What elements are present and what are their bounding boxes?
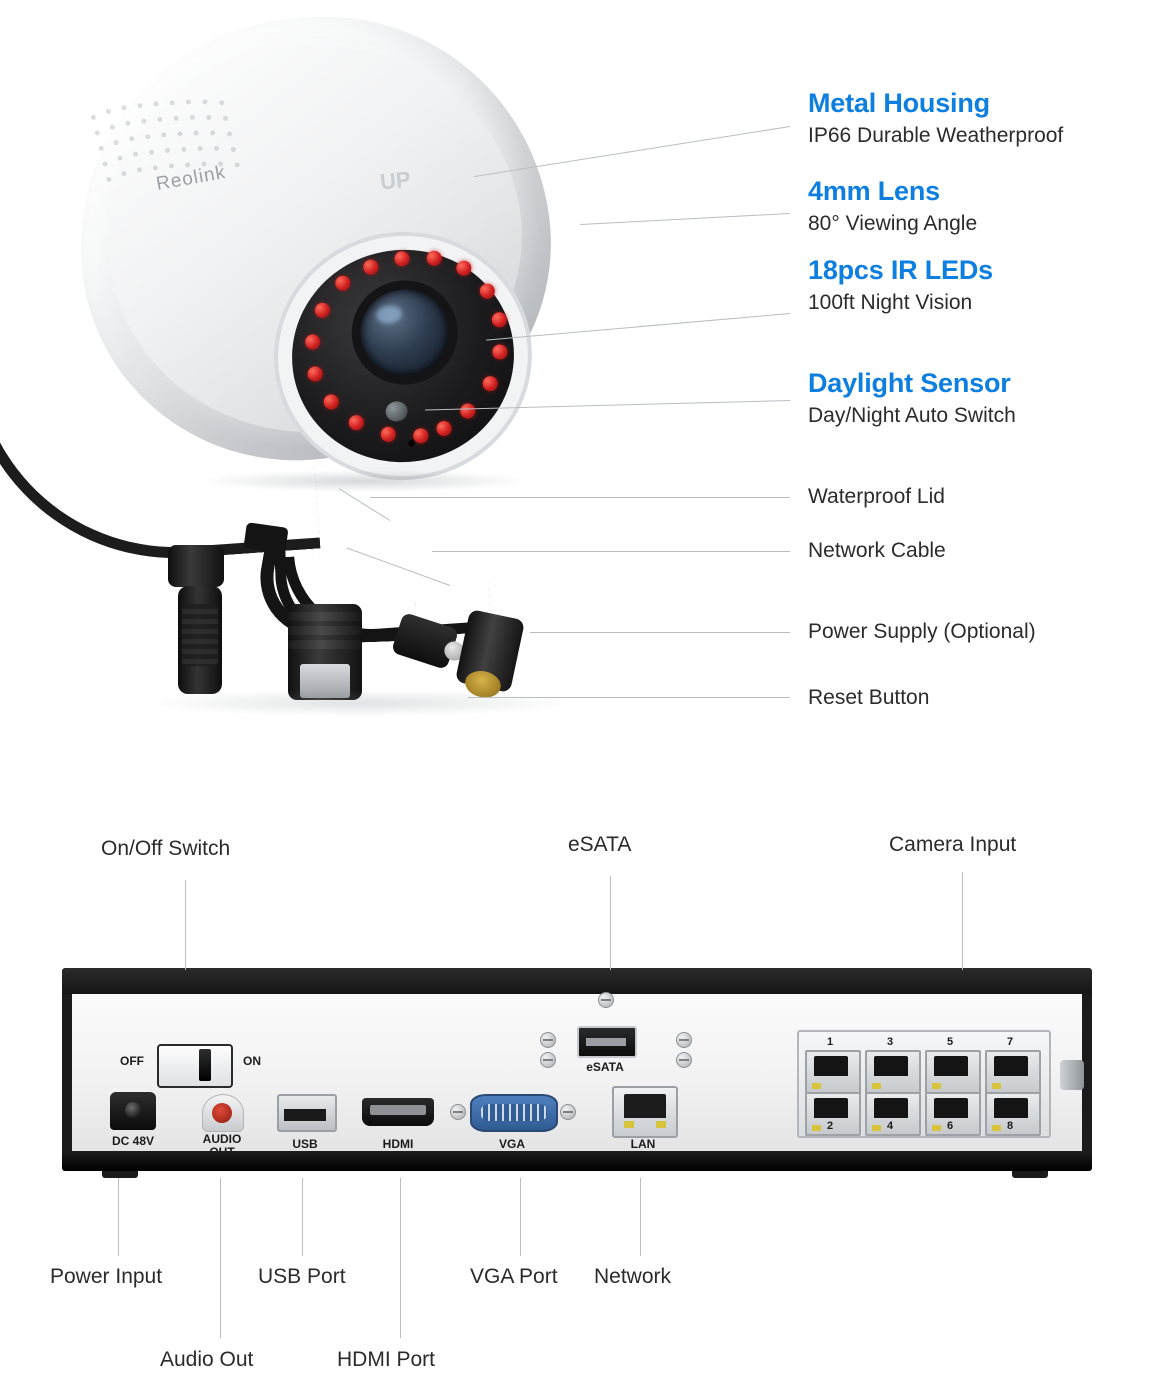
dc-power-input-port <box>110 1092 156 1130</box>
ground-thumbscrew <box>1060 1060 1084 1090</box>
callout-power-input: Power Input <box>50 1265 163 1288</box>
leader-line <box>185 880 186 970</box>
nvr-foot <box>1012 1171 1048 1178</box>
callout-4mm-lens <box>808 176 977 236</box>
callout-subtitle: IP66 Durable Weatherproof <box>808 124 1064 147</box>
up-orientation-mark: UP <box>378 166 412 195</box>
ir-led <box>380 426 397 443</box>
network-cable-connector <box>288 604 362 700</box>
lens-icon <box>355 284 454 381</box>
camera-port-number: 5 <box>947 1036 954 1048</box>
callout-title: Daylight Sensor <box>808 368 1011 398</box>
callout-hdmi-port: HDMI Port <box>337 1348 436 1371</box>
power-switch[interactable] <box>157 1044 233 1088</box>
screw-icon <box>540 1032 556 1048</box>
leader-line <box>220 1178 221 1338</box>
hdmi-label: HDMI <box>382 1137 414 1151</box>
leader-line <box>468 697 790 698</box>
esata-port <box>577 1026 637 1058</box>
ir-led <box>334 275 351 292</box>
leader-line <box>640 1178 641 1256</box>
callout-subtitle: 80° Viewing Angle <box>808 212 978 235</box>
screw-icon <box>560 1104 576 1120</box>
lan-label: LAN <box>630 1137 656 1151</box>
camera-port-number: 6 <box>947 1120 954 1132</box>
callout-title: 18pcs IR LEDs <box>808 255 993 285</box>
waterproof-lid-body <box>178 586 222 694</box>
leader-line <box>610 876 611 970</box>
callout-subtitle: 100ft Night Vision <box>808 291 973 314</box>
callout-title: 4mm Lens <box>808 176 940 206</box>
ir-led <box>459 403 476 420</box>
callout-usb-port: USB Port <box>258 1265 346 1288</box>
ir-led <box>436 420 453 437</box>
leader-line <box>962 872 963 970</box>
ir-led <box>393 250 410 267</box>
camera-port-number: 4 <box>887 1120 894 1132</box>
lens-glint <box>375 304 403 325</box>
nvr-foot <box>102 1171 138 1178</box>
camera-port-number: 8 <box>1007 1120 1014 1132</box>
audio-out-label-1: AUDIO <box>202 1132 242 1146</box>
camera-port-5 <box>925 1050 981 1094</box>
brand-logo: Reolink <box>154 162 228 195</box>
audio-out-port <box>202 1094 244 1132</box>
camera-shadow <box>200 470 530 492</box>
ir-led <box>491 344 508 361</box>
callout-esata: eSATA <box>568 833 632 856</box>
connectors-shadow <box>150 690 570 716</box>
microphone-hole-icon <box>408 439 416 447</box>
callout-subtitle: Day/Night Auto Switch <box>808 404 1016 427</box>
camera-port-number: 7 <box>1007 1036 1014 1048</box>
callout-audio-out: Audio Out <box>160 1348 254 1371</box>
ir-led <box>304 333 321 350</box>
nvr-illustration <box>62 968 1092 1178</box>
callout-title: Metal Housing <box>808 88 990 118</box>
leader-line <box>370 497 790 498</box>
callout-camera-input: Camera Input <box>889 833 1017 856</box>
ir-led <box>482 375 499 392</box>
screw-icon <box>540 1052 556 1068</box>
callout-network: Network <box>594 1265 672 1288</box>
nvr-rear-panel <box>62 994 1092 1151</box>
ir-led <box>314 302 331 319</box>
callout-metal-housing <box>808 88 1063 148</box>
callout-on-off-switch: On/Off Switch <box>101 837 231 860</box>
leader-line <box>118 1178 119 1256</box>
callout-ir-leds <box>808 255 993 315</box>
waterproof-lid-cap <box>168 545 224 587</box>
dc-label: DC 48V <box>111 1134 155 1148</box>
daylight-sensor-icon <box>384 400 409 423</box>
case-screw-icon <box>598 992 614 1008</box>
switch-on-label: ON <box>243 1054 261 1068</box>
ir-led <box>323 393 340 410</box>
leader-line <box>400 1178 401 1338</box>
leader-line <box>302 1178 303 1256</box>
leader-line <box>530 632 790 633</box>
vga-label: VGA <box>498 1137 525 1151</box>
camera-port-3 <box>865 1050 921 1094</box>
screw-icon <box>676 1032 692 1048</box>
camera-illustration <box>0 0 790 740</box>
callout-waterproof-lid: Waterproof Lid <box>808 485 945 508</box>
camera-port-number: 2 <box>827 1120 834 1132</box>
usb-port <box>277 1094 337 1132</box>
lan-port <box>612 1086 678 1138</box>
hdmi-port <box>362 1098 434 1126</box>
leader-line <box>432 551 790 552</box>
nvr-top-panel <box>62 968 1092 994</box>
nvr-bottom-edge <box>62 1151 1092 1171</box>
camera-port-number: 3 <box>887 1036 894 1048</box>
switch-off-label: OFF <box>120 1054 144 1068</box>
ir-led <box>491 311 508 328</box>
screw-icon <box>450 1104 466 1120</box>
leader-line <box>520 1178 521 1256</box>
callout-network-cable: Network Cable <box>808 539 946 562</box>
ir-led <box>362 259 379 276</box>
camera-port-1 <box>805 1050 861 1094</box>
esata-label: eSATA <box>586 1060 624 1074</box>
callout-daylight-sensor <box>808 368 1016 428</box>
screw-icon <box>676 1052 692 1068</box>
ir-led <box>307 365 324 382</box>
camera-port-number: 1 <box>827 1036 834 1048</box>
callout-vga-port: VGA Port <box>470 1265 558 1288</box>
camera-port-7 <box>985 1050 1041 1094</box>
usb-label: USB <box>292 1137 318 1151</box>
callout-reset-button: Reset Button <box>808 686 930 709</box>
camera-input-ports <box>797 1030 1051 1138</box>
vga-port <box>470 1094 558 1132</box>
ir-led <box>348 414 365 431</box>
callout-power-supply: Power Supply (Optional) <box>808 620 1036 643</box>
